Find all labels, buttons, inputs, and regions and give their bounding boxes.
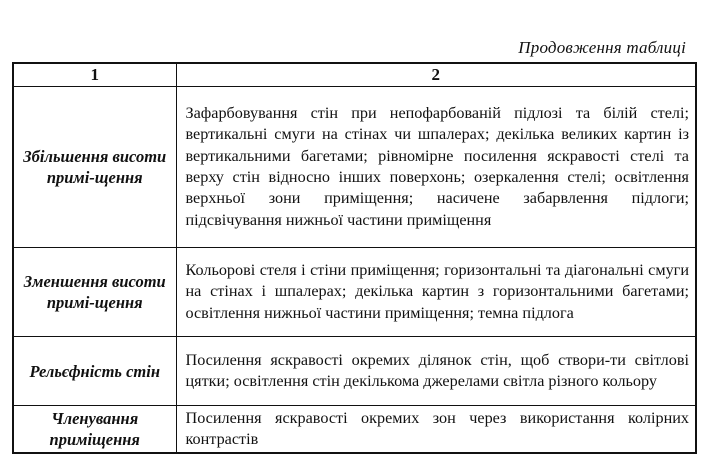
table-row	[13, 87, 696, 248]
table-header-row	[13, 63, 696, 87]
table-continuation-caption: Продовження таблиці	[518, 38, 686, 57]
row-description: Кольорові стеля і стіни приміщення; горизонтальні та діагональні смуги на стінах і шпалерах; декілька картин з горизонтальними багетами; освітлення нижньої частини приміщення; темна підлога	[176, 248, 696, 337]
table-row	[13, 248, 696, 337]
table-row	[13, 406, 696, 454]
row-term: Членування приміщення	[13, 406, 176, 454]
row-term: Збільшення висоти примі-щення	[13, 87, 176, 248]
design-techniques-table	[12, 62, 697, 454]
row-term: Рельєфність стін	[13, 337, 176, 406]
row-description: Посилення яскравості окремих ділянок стін, щоб створи-ти світлові цятки; освітлення стін декількома джерелами світла різного кольору	[176, 337, 696, 406]
table-row	[13, 337, 696, 406]
column-header-2: 2	[176, 63, 696, 87]
row-description: Зафарбовування стін при непофарбованій підлозі та білій стелі; вертикальні смуги на стінах чи шпалерах; декілька великих картин із вертикальними багетами; рівномірне посилення яскравості стелі та верху стін відносно інших поверхонь; озеркалення стелі; освітлення верхньої зони приміщення; насичене забарвлення підлоги; підсвічування нижньої частини приміщення	[176, 87, 696, 248]
column-header-1: 1	[13, 63, 176, 87]
row-description: Посилення яскравості окремих зон через використання колірних контрастів	[176, 406, 696, 454]
row-term: Зменшення висоти примі-щення	[13, 248, 176, 337]
